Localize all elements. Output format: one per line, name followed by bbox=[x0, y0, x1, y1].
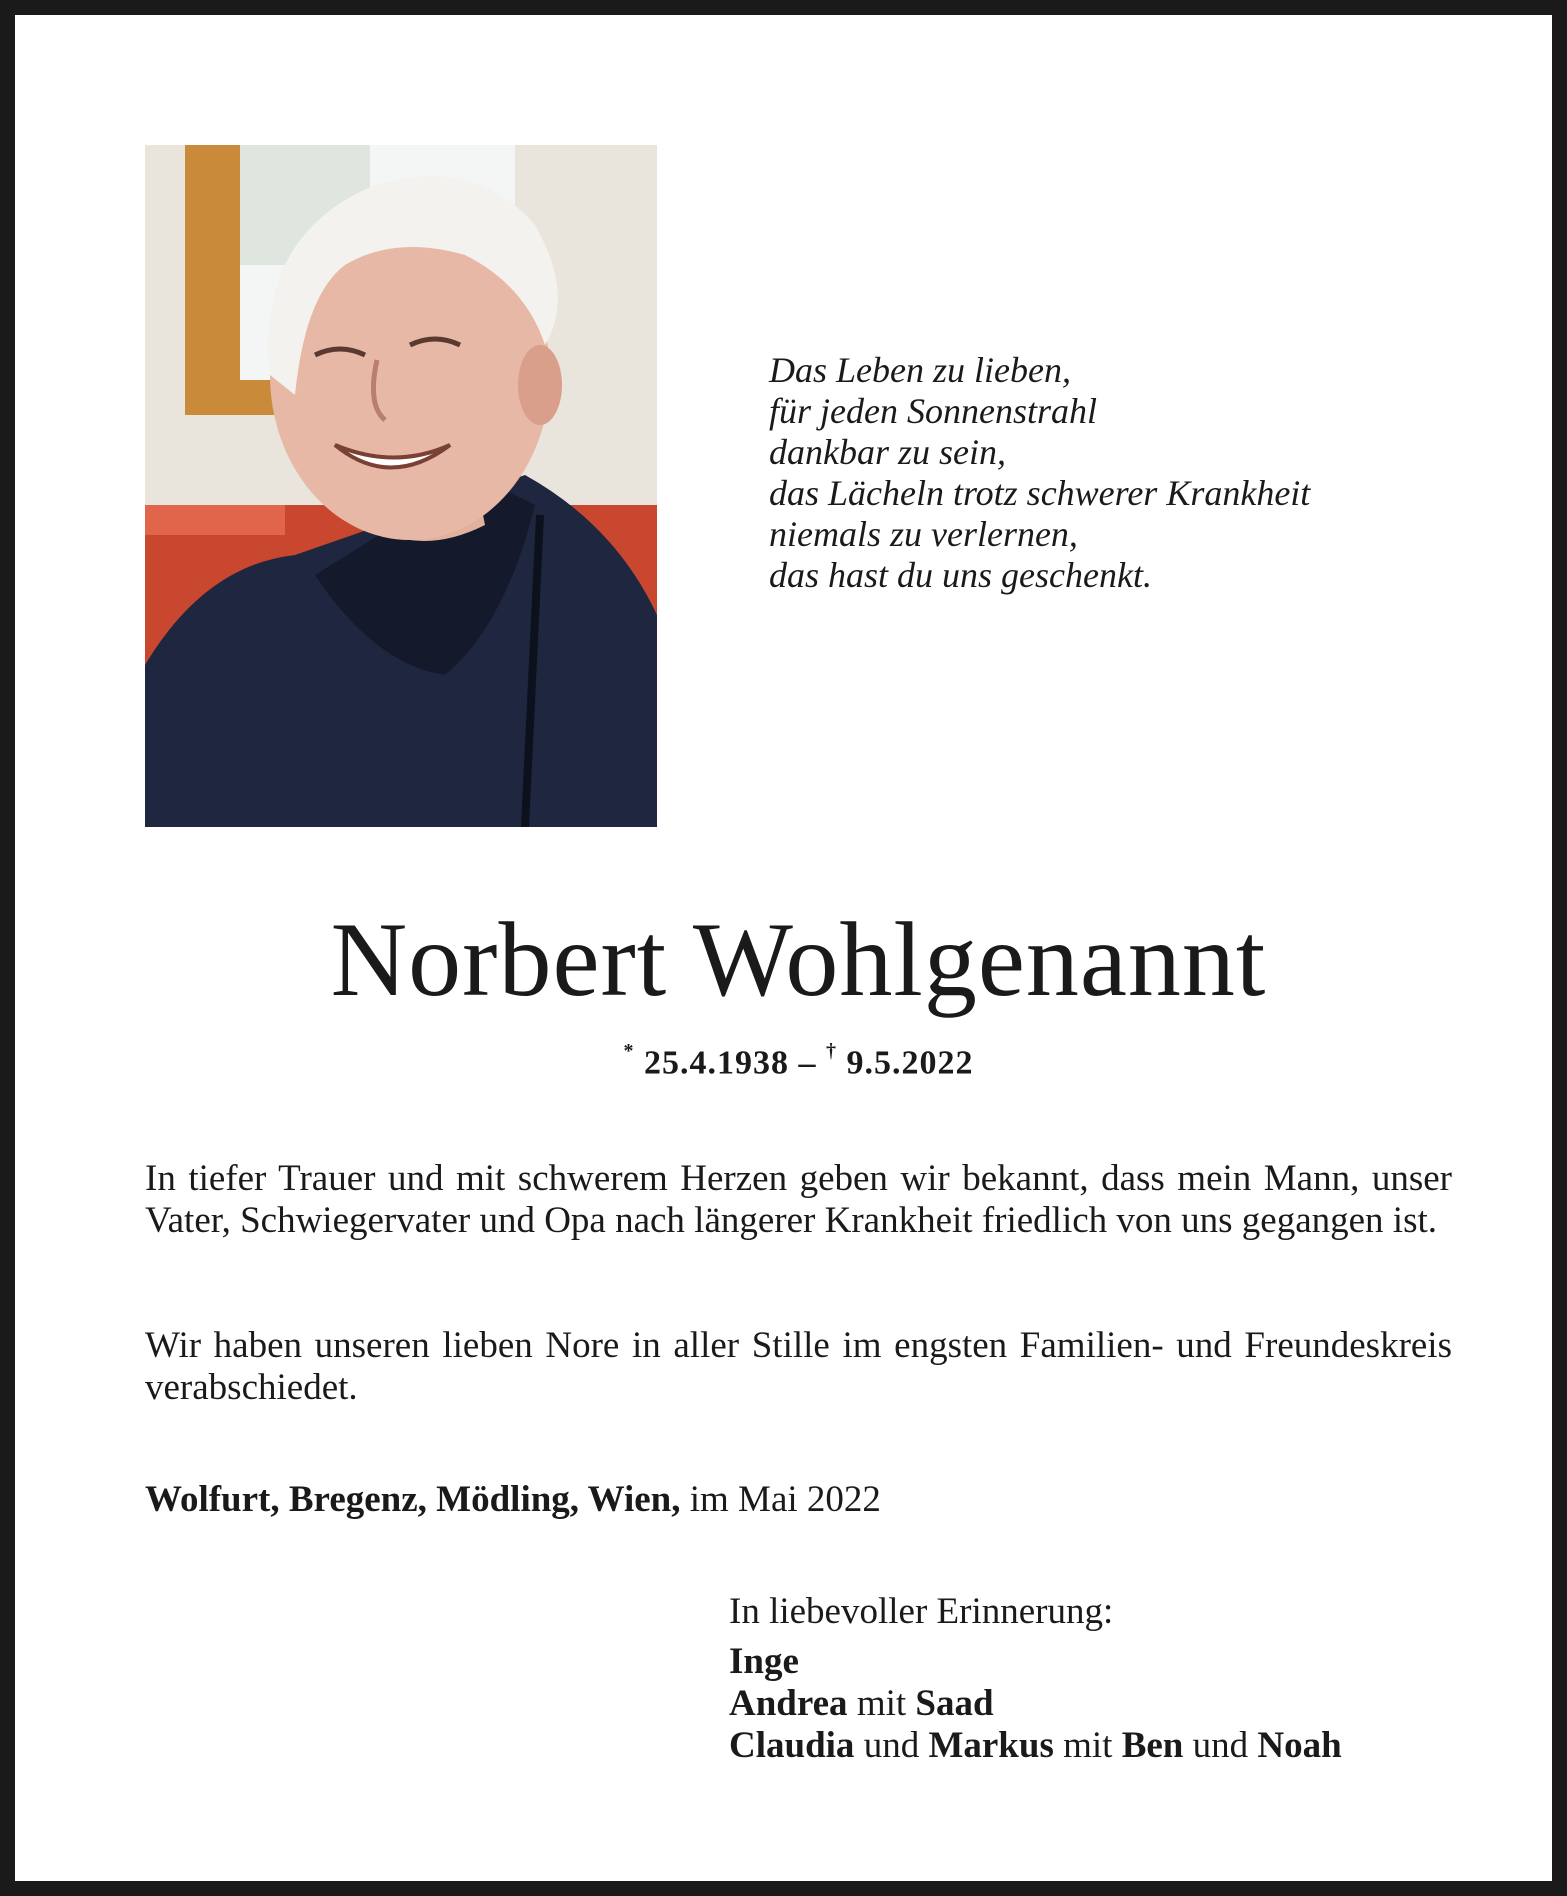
announcement-paragraph: In tiefer Trauer und mit schwerem Herzen geben wir bekannt, dass mein Mann, unser Vater, Schwiegervater und Opa nach längerer Krankheit friedlich von uns gegangen ist. bbox=[145, 1158, 1452, 1241]
mourners-line bbox=[729, 1725, 1469, 1767]
place-and-date bbox=[145, 1478, 881, 1522]
announcement-date: im Mai 2022 bbox=[689, 1479, 881, 1520]
farewell-paragraph: Wir haben unseren lieben Nore in aller Stille im engsten Familien- und Freundeskreis verabschiedet. bbox=[145, 1325, 1452, 1408]
death-date: 9.5.2022 bbox=[846, 1044, 974, 1082]
date-separator: – bbox=[798, 1044, 817, 1082]
mourner-connector: mit bbox=[1063, 1725, 1113, 1766]
mourner-name: Claudia bbox=[729, 1725, 855, 1766]
mourner-connector: mit bbox=[856, 1683, 907, 1724]
death-symbol: † bbox=[826, 1040, 837, 1062]
place-names: Wolfurt, Bregenz, Mödling, Wien, bbox=[145, 1479, 681, 1520]
mourner-name: Markus bbox=[928, 1725, 1054, 1766]
mourners-block bbox=[729, 1591, 1469, 1767]
poem-line: dankbar zu sein, bbox=[769, 432, 1006, 472]
poem-line: das hast du uns geschenkt. bbox=[769, 555, 1152, 595]
portrait-photo-image bbox=[145, 145, 657, 827]
mourner-name: Noah bbox=[1257, 1725, 1342, 1766]
poem-line: das Lächeln trotz schwerer Krankheit bbox=[769, 473, 1311, 513]
mourner-name: Andrea bbox=[729, 1683, 848, 1724]
birth-date: 25.4.1938 bbox=[644, 1044, 789, 1082]
portrait-photo bbox=[145, 145, 657, 827]
mourner-name: Inge bbox=[729, 1641, 799, 1682]
poem-line: niemals zu verlernen, bbox=[769, 514, 1078, 554]
mourners-line bbox=[729, 1683, 1469, 1725]
mourner-name: Ben bbox=[1121, 1725, 1184, 1766]
poem-line: für jeden Sonnenstrahl bbox=[769, 391, 1097, 431]
deceased-name: Norbert Wohlgenannt bbox=[330, 901, 1267, 1018]
mourner-connector: und bbox=[1192, 1725, 1249, 1766]
birth-symbol: * bbox=[623, 1040, 635, 1062]
mourners-line bbox=[729, 1641, 1469, 1683]
mourners-title: In liebevoller Erinnerung: bbox=[729, 1591, 1114, 1632]
memorial-poem bbox=[769, 350, 1469, 596]
mourner-connector: und bbox=[863, 1725, 920, 1766]
mourner-name: Saad bbox=[915, 1683, 994, 1724]
life-dates bbox=[15, 1033, 1567, 1085]
poem-line: Das Leben zu lieben, bbox=[769, 350, 1071, 390]
